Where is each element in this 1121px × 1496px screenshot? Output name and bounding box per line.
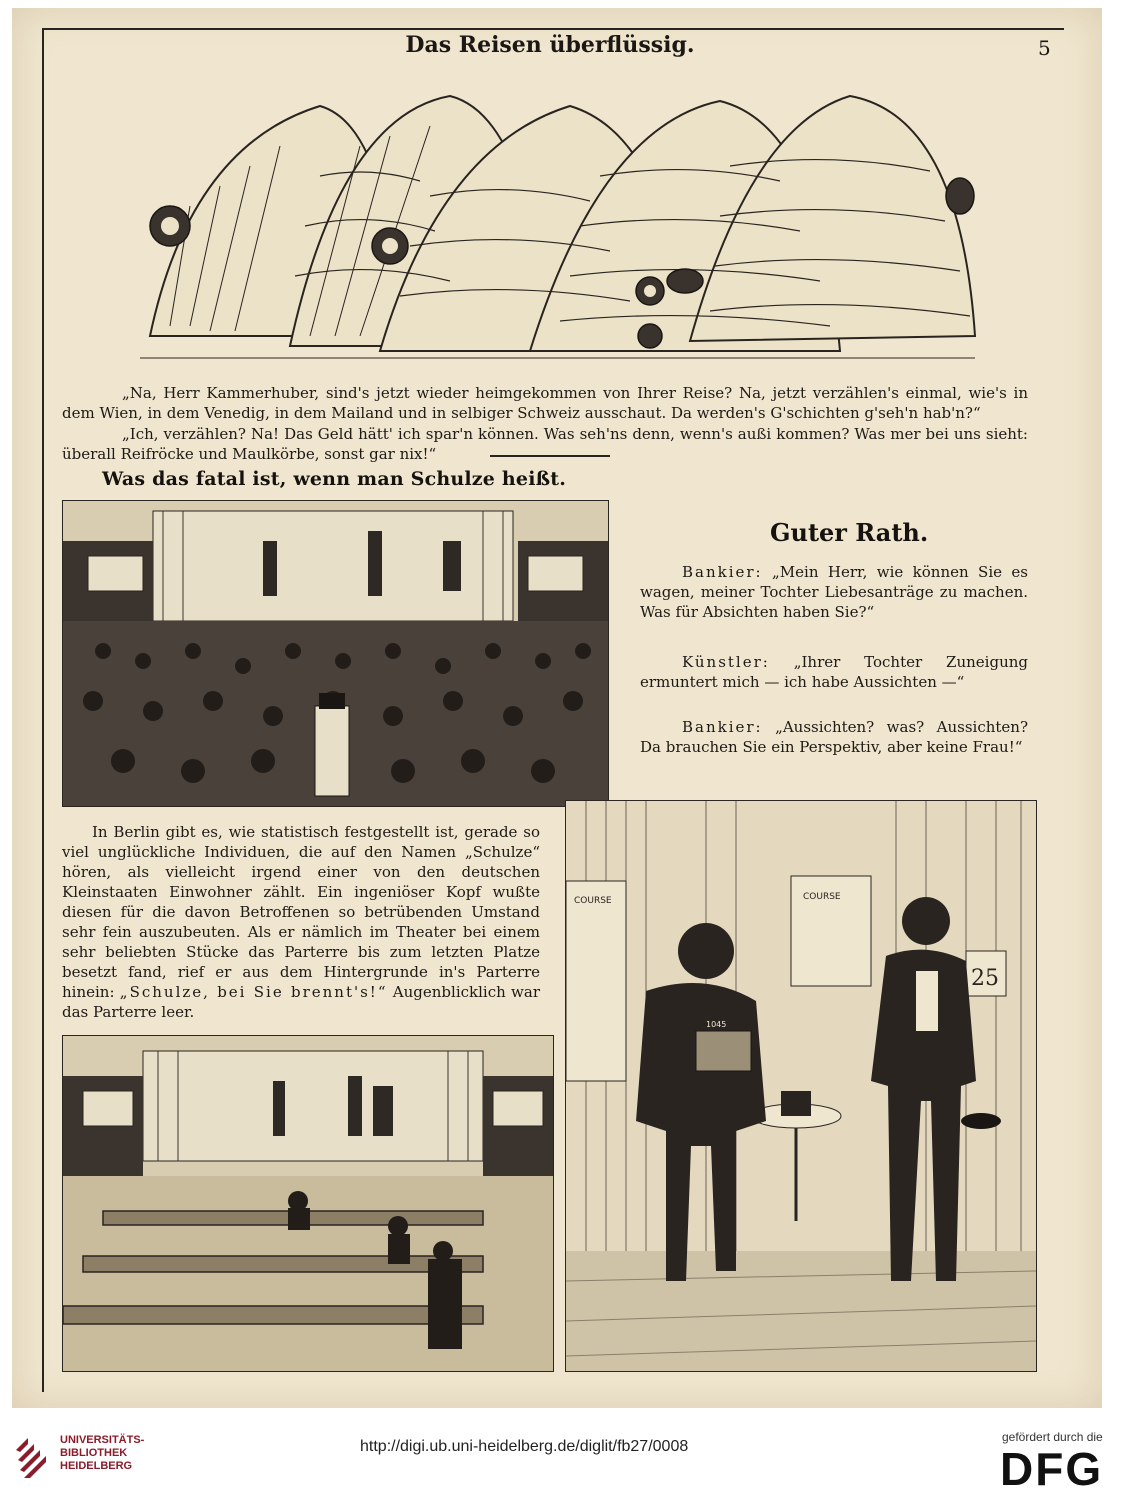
library-line-3: HEIDELBERG <box>60 1460 133 1472</box>
speaker-bankier-2: Bankier: <box>682 718 763 736</box>
article-title-schulze: Was das fatal ist, wenn man Schulze heißt. <box>102 468 567 490</box>
line-bankier-2: „Aussichten? was? Aussichten? Da brauchen Sie ein Perspektiv, aber keine Frau!“ <box>640 718 1028 756</box>
footer <box>0 1412 1121 1496</box>
divider-line <box>490 455 610 457</box>
dialogue-bankier-2 <box>640 717 1028 757</box>
theatre-illustration-empty <box>62 1035 554 1372</box>
course-right-label: COURSE <box>803 892 841 902</box>
dfg-caption: gefördert durch die <box>1002 1430 1103 1444</box>
wall-number: 25 <box>971 966 999 991</box>
course-left-label: COURSE <box>574 896 612 906</box>
library-line-2: BIBLIOTHEK <box>60 1447 128 1459</box>
body-main: In Berlin gibt es, wie statistisch festgestellt ist, gerade so viel unglückliche Individuen, die auf den Namen „Schulze“ hören, als vielleicht irgend einer von den deutschen Kleinstaaten Einwohner zählt. Ein ingeniöser Kopf wußte diesen für die davon Betroffenen so betrübenden Umstand sehr fein auszubeuten. Als er nämlich im Theater bei einem sehr beliebten Stücke das Parterre bis zum letzten Platze besetzt fand, rief er aus dem Hintergrunde in's Parterre hinein: <box>62 823 540 1001</box>
line-bankier-1: „Mein Herr, wie können Sie es wagen, meiner Tochter Liebesanträge zu machen. Was für Absichten haben Sie?“ <box>640 563 1028 621</box>
article-title-guter-rath: Guter Rath. <box>770 518 929 547</box>
speaker-bankier: Bankier: <box>682 563 763 581</box>
body-quote: „Schulze, bei Sie brennt's!“ <box>119 983 388 1001</box>
line-kuenstler: „Ihrer Tochter Zuneigung ermuntert mich — ich habe Aussichten —“ <box>640 653 1028 691</box>
crinoline-illustration <box>130 86 980 366</box>
dialogue-paragraph-1: „Na, Herr Kammerhuber, sind's jetzt wieder heimgekommen von Ihrer Reise? Na, jetzt verzählen's einmal, wie's in dem Wien, in dem Venedig, in dem Mailand und in selbiger Schweiz ausschaut. Da werden's G'schichten g'seh'n hab'n?“ <box>62 384 1028 422</box>
crinoline-hoops-icon <box>130 86 980 366</box>
library-name <box>60 1434 144 1473</box>
speaker-kuenstler: Künstler: <box>682 653 770 671</box>
dialogue-bankier-1 <box>640 562 1028 622</box>
bankier-artist-illustration <box>565 800 1037 1372</box>
pocket-label: 1045 <box>706 1020 727 1029</box>
library-line-1: UNIVERSITÄTS- <box>60 1434 145 1446</box>
dialogue-kuenstler <box>640 652 1028 692</box>
body-end: Augenblicklich war das Parterre leer. <box>62 983 540 1021</box>
article-body-schulze <box>62 822 540 1022</box>
university-library-logo-icon <box>14 1434 52 1478</box>
theatre-illustration-full <box>62 500 609 807</box>
dfg-logo: DFG <box>1000 1443 1104 1495</box>
dialogue-paragraph-2: „Ich, verzählen? Na! Das Geld hätt' ich spar'n können. Was seh'ns denn, wenn's außi kommen? Was mer bei uns sieht: überall Reifröcke und Maulkörbe, sonst gar nix!“ <box>62 425 1028 463</box>
page-number: 5 <box>1038 36 1051 60</box>
page-title: Das Reisen überflüssig. <box>405 32 695 58</box>
source-url-link[interactable]: http://digi.ub.uni-heidelberg.de/diglit/fb27/0008 <box>360 1438 689 1455</box>
